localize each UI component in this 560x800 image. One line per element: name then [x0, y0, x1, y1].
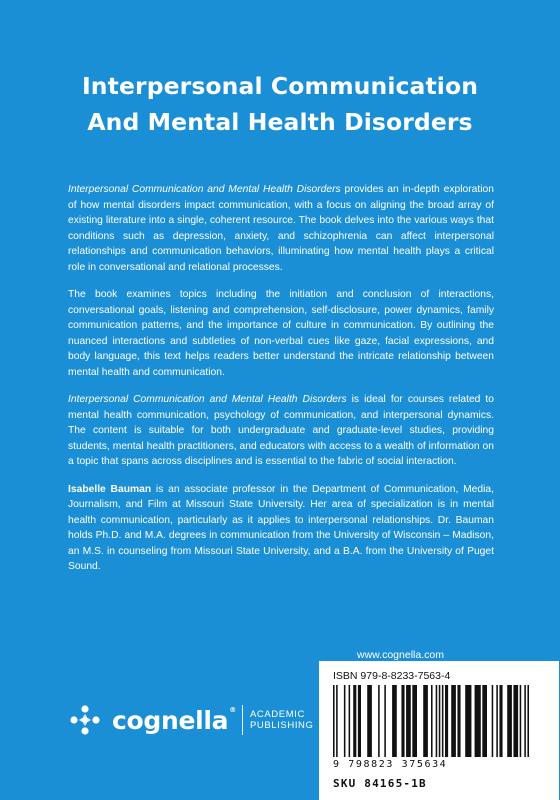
- barcode-bar: [344, 685, 346, 757]
- barcode-bar: [333, 685, 335, 757]
- barcode-bar: [392, 685, 397, 757]
- barcode-bar: [527, 685, 529, 757]
- barcode-bar: [431, 685, 433, 757]
- publisher-tagline: ACADEMIC PUBLISHING: [249, 708, 314, 731]
- barcode-bar: [499, 685, 502, 757]
- barcode-bar: [436, 685, 438, 757]
- barcode-bar: [465, 685, 471, 757]
- barcode-bar: [475, 685, 481, 757]
- barcode-bar: [439, 685, 441, 757]
- publisher-logo: [68, 700, 314, 740]
- barcode-bar: [358, 685, 361, 757]
- barcode-bar: [442, 685, 444, 757]
- barcode-bar: [445, 685, 448, 757]
- barcode-bar: [507, 685, 512, 757]
- barcode-bar: [349, 685, 351, 757]
- publisher-name: cognella®: [112, 705, 236, 735]
- barcode-bar: [513, 685, 518, 757]
- barcode-bar: [367, 685, 372, 757]
- barcode-bar: [384, 685, 386, 757]
- barcode-bar: [401, 685, 404, 757]
- barcode-bar: [524, 685, 526, 757]
- logo-divider: [242, 705, 243, 735]
- barcode-bar: [482, 685, 487, 757]
- barcode-panel: [319, 661, 559, 800]
- barcode-bar: [520, 685, 522, 757]
- publisher-website: www.cognella.com: [357, 649, 444, 661]
- sku-label: SKU 84165-1B: [333, 777, 427, 790]
- author-name: Isabelle Bauman: [68, 483, 152, 495]
- paragraph-audience: Interpersonal Communication and Mental Health Disorders is ideal for courses related to mental health communication, psychology of communication, and interpersonal dynamics. The content is suitable for both undergraduate and graduate-level studies, providing students, mental health practitioners, and educators with access to a wealth of information on a topic that spans across disciplines and is essential to the fabric of social interaction.: [68, 394, 495, 467]
- barcode-bar: [412, 685, 417, 757]
- barcode-bar: [492, 685, 494, 757]
- paragraph-topics: The book examines topics including the initiation and conclusion of interactions, conversational goals, listening and comprehension, self-disclosure, power dynamics, family communication patterns, and the importance of culture in communication. By outlining the nuanced interactions and subtleties of non-verbal cues like gaze, facial expressions, and body language, this text helps readers better understand the intricate relationship between mental health and communication.: [68, 289, 494, 378]
- barcode-bar: [336, 685, 338, 757]
- isbn-label: ISBN 979-8-8233-7563-4: [333, 670, 451, 682]
- paragraph-author-bio: Isabelle Bauman is an associate professor in the Department of Communication, Media, Journalism, and Film at Missouri State University. Her area of specialization is in mental health communication, particularly as it applies to interpersonal relationships. Dr. Bauman holds Ph.D. and M.A. degrees in communication from the University of Wisconsin – Madison, an M.S. in counseling from Missouri State University, and a B.A. from the University of Puget Sound.: [68, 483, 494, 572]
- registered-mark: ®: [229, 705, 236, 714]
- cognella-people-mark-icon: [68, 703, 102, 737]
- title-line-1: Interpersonal Communication: [81, 72, 479, 100]
- barcode-bar: [353, 685, 356, 757]
- barcode-number: 9 798823 375634: [333, 759, 448, 770]
- barcode-bar: [457, 685, 460, 757]
- barcode-bar: [423, 685, 428, 757]
- book-title: [0, 68, 560, 140]
- title-line-2: And Mental Health Disorders: [87, 108, 473, 136]
- book-title-italic: Interpersonal Communication and Mental Health Disorders: [68, 184, 341, 195]
- barcode-bar: [378, 685, 380, 757]
- barcode-bar: [451, 685, 456, 757]
- barcode-bar: [496, 685, 498, 757]
- paragraph-intro: Interpersonal Communication and Mental Health Disorders provides an in-depth exploration of how mental disorders impact communication, with a focus on aligning the broad array of existing literature into a single, coherent resource. The book delves into the various ways that conditions such as depression, anxiety, and schizophrenia can affect interpersonal relationships and communication behaviors, illuminating how mental health plays a critical role in conversational and relational processes.: [68, 184, 494, 273]
- barcode-bar: [406, 685, 411, 757]
- description-text: [68, 182, 494, 587]
- barcode-icon: [333, 685, 529, 757]
- book-title-italic: Interpersonal Communication and Mental Health Disorders: [68, 394, 347, 405]
